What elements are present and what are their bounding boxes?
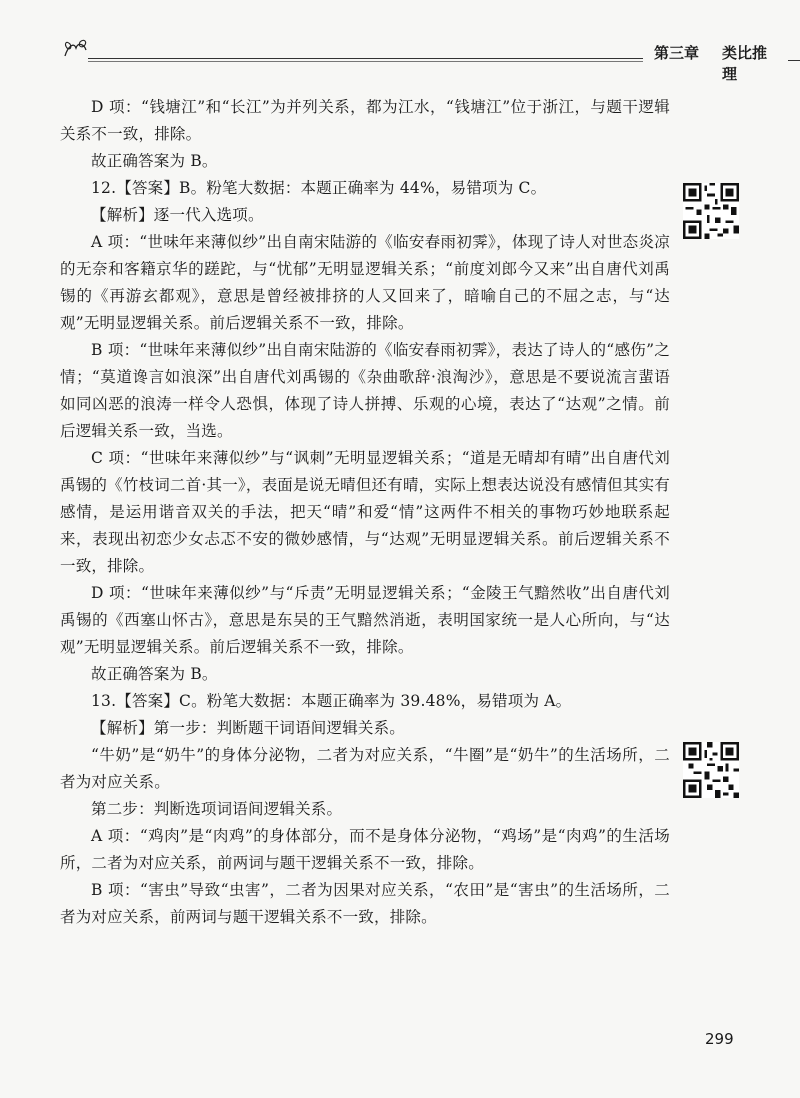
paragraph: A 项：“世味年来薄似纱”出自南宋陆游的《临安春雨初霁》，体现了诗人对世态炎凉的无奈和客籍京华的蹉跎，与“忧郁”无明显逻辑关系；“前度刘郎今又来”出自唐代刘禹锡的《再游玄都观》，意思是曾经被排挤的人又回来了，暗喻自己的不屈之志，与“达观”无明显逻辑关系。前后逻辑关系不一致，排除。: [60, 233, 670, 332]
paragraph: B 项：“世味年来薄似纱”出自南宋陆游的《临安春雨初霁》，表达了诗人的“感伤”之情；“莫道谗言如浪深”出自唐代刘禹锡的《杂曲歌辞·浪淘沙》，意思是不要说流言蜚语如同凶恶的浪涛一样令人恐惧，体现了诗人拼搏、乐观的心境，表达了“达观”之情。前后逻辑关系一致，当选。: [60, 341, 670, 440]
leaf-icon: [62, 36, 90, 60]
paragraph: D 项：“世味年来薄似纱”与“斥责”无明显逻辑关系；“金陵王气黯然收”出自唐代刘禹锡的《西塞山怀古》，意思是东吴的王气黯然消逝，表明国家统一是人心所向，与“达观”无明显逻辑关系。前后逻辑关系不一致，排除。: [60, 584, 670, 656]
page-number: 299: [705, 1030, 734, 1048]
chapter-title: 第三章: [654, 44, 700, 62]
running-header: [58, 30, 778, 83]
page-body: [60, 94, 670, 931]
analysis-heading: 【解析】逐一代入选项。: [91, 206, 264, 224]
section-title: 类比推理: [722, 44, 768, 83]
paragraph: A 项：“鸡肉”是“肉鸡”的身体部分，而不是身体分泌物，“鸡场”是“肉鸡”的生活场所，二者为对应关系，前两词与题干逻辑关系不一致，排除。: [60, 827, 670, 872]
paragraph: D 项：“钱塘江”和“长江”为并列关系，都为江水，“钱塘江”位于浙江，与题干逻辑关系不一致，排除。: [60, 98, 670, 143]
answer-heading: 13.【答案】C。粉笔大数据：本题正确率为 39.48%，易错项为 A。: [91, 692, 572, 710]
paragraph: B 项：“害虫”导致“虫害”，二者为因果对应关系，“农田”是“害虫”的生活场所，二者为对应关系，前两词与题干逻辑关系不一致，排除。: [60, 881, 670, 926]
paragraph: 故正确答案为 B。: [91, 665, 218, 683]
paragraph: 第二步：判断选项词语间逻辑关系。: [91, 800, 343, 818]
qr-code-icon[interactable]: [683, 742, 739, 798]
paragraph: C 项：“世味年来薄似纱”与“讽刺”无明显逻辑关系；“道是无晴却有晴”出自唐代刘禹锡的《竹枝词二首·其一》，表面是说无晴但还有晴，实际上想表达说没有感情但其实有感情，是运用谐音双关的手法，把天“晴”和爱“情”这两件不相关的事物巧妙地联系起来，表现出初恋少女忐忑不安的微妙感情，与“达观”无明显逻辑关系。前后逻辑关系不一致，排除。: [60, 449, 670, 575]
paragraph: 故正确答案为 B。: [91, 152, 218, 170]
header-rule-thin: [88, 61, 643, 62]
answer-heading: 12.【答案】B。粉笔大数据：本题正确率为 44%，易错项为 C。: [91, 179, 547, 197]
paragraph: “牛奶”是“奶牛”的身体分泌物，二者为对应关系，“牛圈”是“奶牛”的生活场所，二者为对应关系。: [60, 746, 670, 791]
qr-code-icon[interactable]: [683, 183, 739, 239]
header-rule: [88, 58, 643, 59]
analysis-heading: 【解析】第一步：判断题干词语间逻辑关系。: [91, 719, 406, 737]
header-rule-tail: [788, 60, 800, 61]
